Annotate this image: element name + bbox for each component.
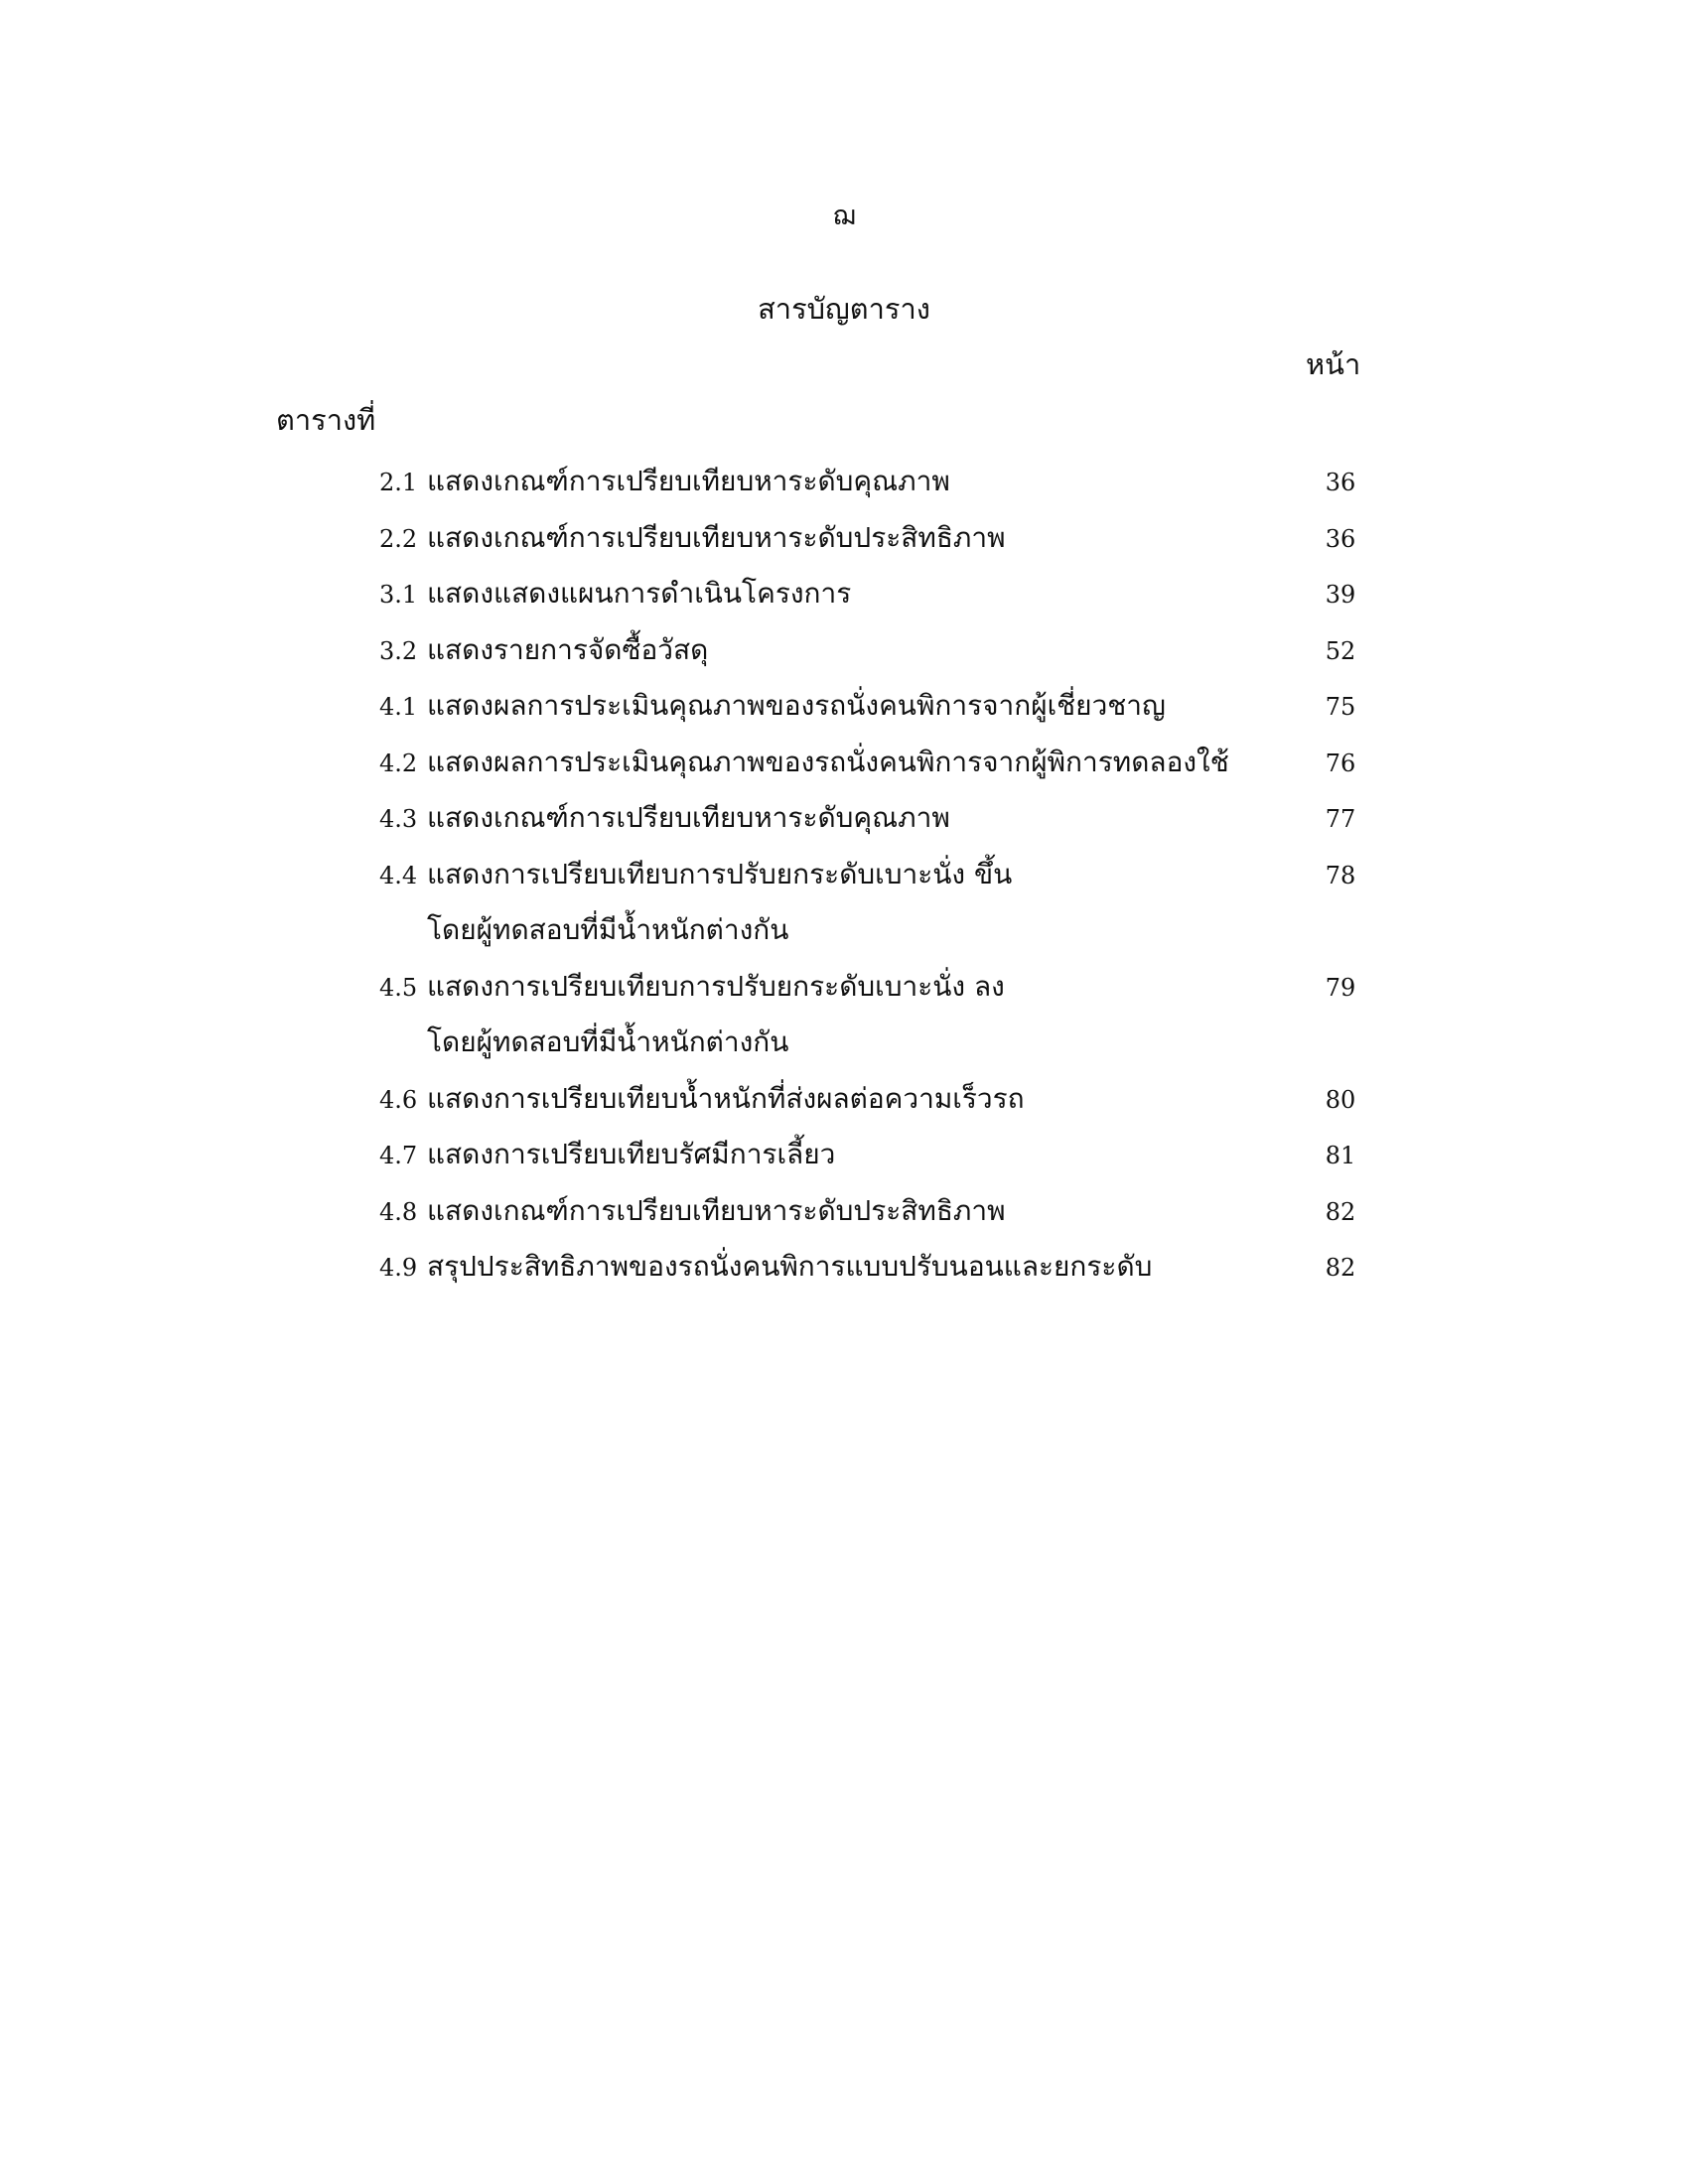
- toc-entry-page: 36: [1325, 524, 1356, 553]
- toc-entry-page: 39: [1325, 581, 1356, 609]
- toc-entry-page: 77: [1325, 805, 1356, 833]
- toc-entry-page: 76: [1325, 749, 1356, 777]
- toc-entry-4-3[interactable]: [0, 791, 1688, 848]
- toc-entry-number: 4.3: [379, 805, 418, 833]
- toc-entry-number: 4.2: [379, 749, 418, 777]
- toc-entry-page: 82: [1325, 1254, 1356, 1282]
- table-column-header: ตารางที่: [276, 403, 376, 437]
- toc-entry-number: 4.4: [379, 861, 418, 889]
- toc-entry-4-9[interactable]: [0, 1240, 1688, 1297]
- toc-entry-title-continuation: โดยผู้ทดสอบที่มีน้ำหนักต่างกัน: [427, 913, 789, 946]
- toc-entry-page: 52: [1325, 636, 1356, 665]
- toc-entry-4-2[interactable]: [0, 736, 1688, 792]
- toc-entry-page: 75: [1325, 693, 1356, 721]
- page-title: สารบัญตาราง: [758, 292, 930, 326]
- toc-entry-title: แสดงเกณฑ์การเปรียบเทียบหาระดับคุณภาพ: [427, 465, 950, 497]
- toc-entry-4-5[interactable]: [0, 960, 1688, 1072]
- toc-entry-4-4[interactable]: [0, 848, 1688, 960]
- toc-entry-number: 4.9: [379, 1254, 418, 1282]
- toc-entry-number: 4.8: [379, 1197, 418, 1226]
- toc-entry-3-2[interactable]: [0, 623, 1688, 680]
- toc-entry-number: 2.2: [379, 524, 418, 553]
- toc-entry-number: 2.1: [379, 469, 418, 496]
- toc-entry-title: แสดงเกณฑ์การเปรียบเทียบหาระดับคุณภาพ: [427, 801, 950, 834]
- toc-entry-4-7[interactable]: [0, 1128, 1688, 1184]
- toc-entry-title: แสดงการเปรียบเทียบการปรับยกระดับเบาะนั่ง ขึ้น: [427, 857, 1013, 890]
- toc-entry-number: 3.1: [379, 581, 418, 609]
- toc-entry-page: 36: [1325, 469, 1356, 496]
- page-column-header: หน้า: [1306, 347, 1361, 381]
- table-of-tables-list: [0, 455, 1688, 1297]
- toc-entry-title: แสดงการเปรียบเทียบรัศมีการเลี้ยว: [427, 1138, 836, 1170]
- toc-entry-title: แสดงรายการจัดซื้อวัสดุ: [427, 632, 709, 666]
- toc-entry-title: แสดงผลการประเมินคุณภาพของรถนั่งคนพิการจากผู้พิการทดลองใช้: [427, 745, 1229, 778]
- toc-entry-title-continuation: โดยผู้ทดสอบที่มีน้ำหนักต่างกัน: [427, 1025, 789, 1058]
- toc-entry-3-1[interactable]: [0, 567, 1688, 623]
- toc-entry-title: แสดงการเปรียบเทียบน้ำหนักที่ส่งผลต่อความเร็วรถ: [427, 1081, 1025, 1115]
- toc-entry-title: แสดงเกณฑ์การเปรียบเทียบหาระดับประสิทธิภาพ: [427, 520, 1006, 554]
- toc-entry-page: 80: [1325, 1085, 1356, 1114]
- toc-entry-page: 82: [1325, 1197, 1356, 1226]
- toc-entry-page: 78: [1325, 861, 1356, 889]
- toc-entry-page: 81: [1325, 1142, 1356, 1169]
- toc-entry-title: แสดงเกณฑ์การเปรียบเทียบหาระดับประสิทธิภาพ: [427, 1193, 1006, 1227]
- toc-entry-2-1[interactable]: [0, 455, 1688, 511]
- toc-entry-4-8[interactable]: [0, 1184, 1688, 1241]
- toc-entry-title: แสดงผลการประเมินคุณภาพของรถนั่งคนพิการจากผู้เชี่ยวชาญ: [427, 689, 1166, 722]
- toc-entry-title: สรุปประสิทธิภาพของรถนั่งคนพิการแบบปรับนอนและยกระดับ: [427, 1250, 1153, 1283]
- toc-entry-number: 4.5: [379, 973, 418, 1002]
- toc-entry-4-6[interactable]: [0, 1072, 1688, 1129]
- toc-entry-2-2[interactable]: [0, 511, 1688, 568]
- toc-entry-4-1[interactable]: [0, 679, 1688, 736]
- toc-entry-title: แสดงแสดงแผนการดำเนินโครงการ: [427, 577, 852, 610]
- toc-entry-page: 79: [1325, 973, 1356, 1002]
- toc-entry-number: 4.1: [379, 693, 418, 721]
- toc-entry-number: 4.6: [379, 1085, 418, 1114]
- toc-entry-number: 3.2: [379, 636, 418, 665]
- toc-entry-number: 4.7: [379, 1142, 418, 1169]
- page-number: ฌ: [832, 201, 856, 231]
- toc-entry-title: แสดงการเปรียบเทียบการปรับยกระดับเบาะนั่ง ลง: [427, 969, 1005, 1003]
